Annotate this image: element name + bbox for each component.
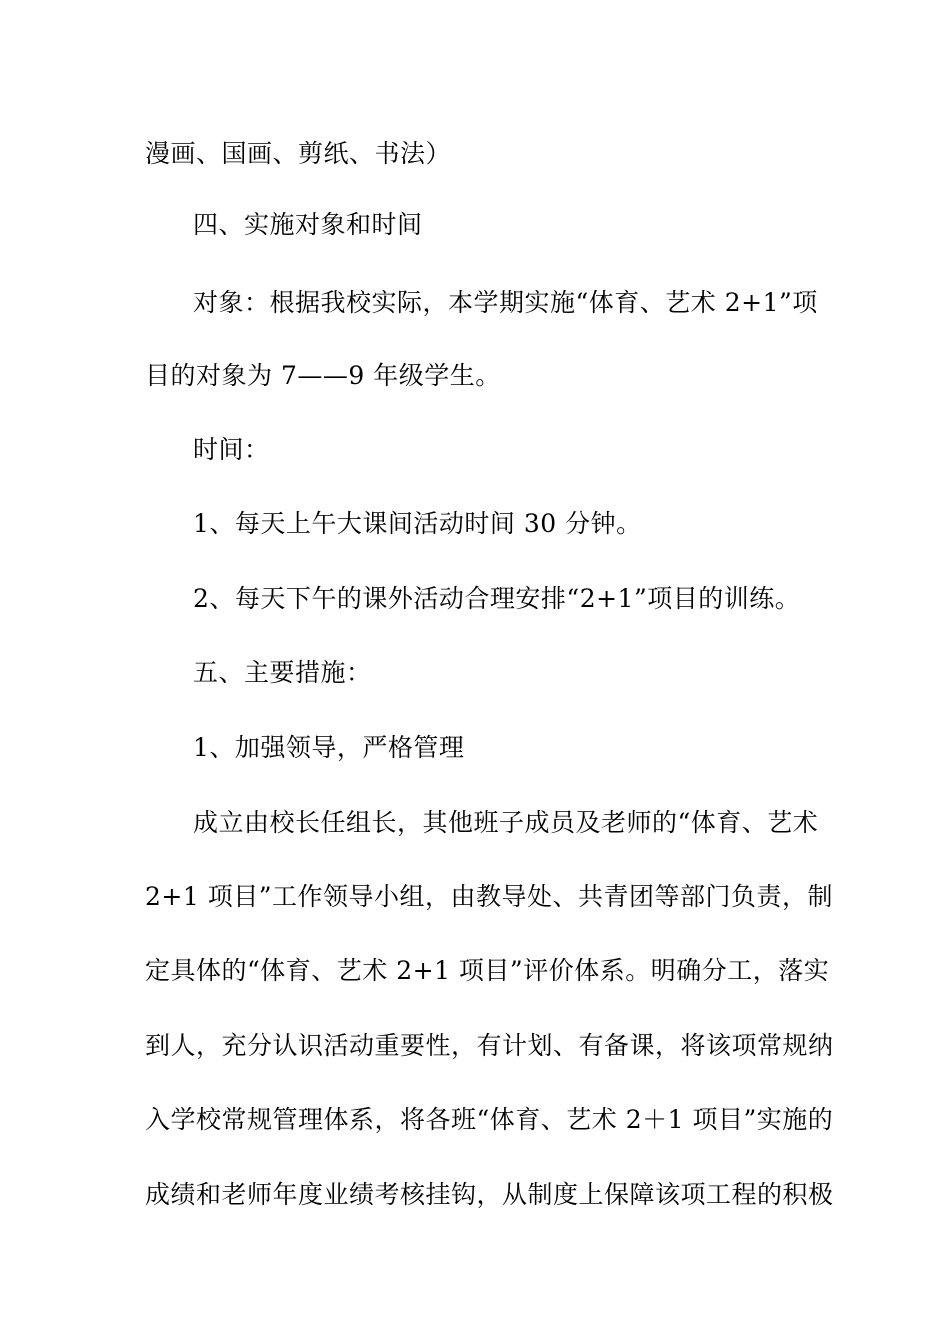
section-heading: 四、实施对象和时间 bbox=[193, 210, 423, 239]
sub-heading: 1、加强领导，严格管理 bbox=[193, 733, 465, 762]
section-heading: 五、主要措施： bbox=[193, 658, 372, 687]
paragraph-line: 入学校常规管理体系，将各班“体育、艺术 2＋1 项目”实施的 bbox=[145, 1105, 834, 1134]
paragraph-line: 目的对象为 7——9 年级学生。 bbox=[145, 361, 501, 390]
paragraph-line: 到人，充分认识活动重要性，有计划、有备课，将该项常规纳 bbox=[145, 1031, 834, 1060]
paragraph-line: 对象：根据我校实际，本学期实施“体育、艺术 2+1”项 bbox=[193, 288, 818, 317]
paragraph-line: 成立由校长任组长，其他班子成员及老师的“体育、艺术 bbox=[193, 808, 819, 837]
list-item: 2、每天下午的课外活动合理安排“2+1”项目的训练。 bbox=[193, 584, 801, 613]
paragraph-line: 2+1 项目”工作领导小组，由教导处、共青团等部门负责，制 bbox=[145, 882, 833, 911]
paragraph-line: 定具体的“体育、艺术 2+1 项目”评价体系。明确分工，落实 bbox=[145, 956, 830, 985]
text-line: 漫画、国画、剪纸、书法） bbox=[145, 139, 452, 168]
paragraph-line: 时间： bbox=[193, 435, 270, 464]
paragraph-line: 成绩和老师年度业绩考核挂钩，从制度上保障该项工程的积极 bbox=[145, 1180, 834, 1209]
list-item: 1、每天上午大课间活动时间 30 分钟。 bbox=[193, 509, 642, 538]
